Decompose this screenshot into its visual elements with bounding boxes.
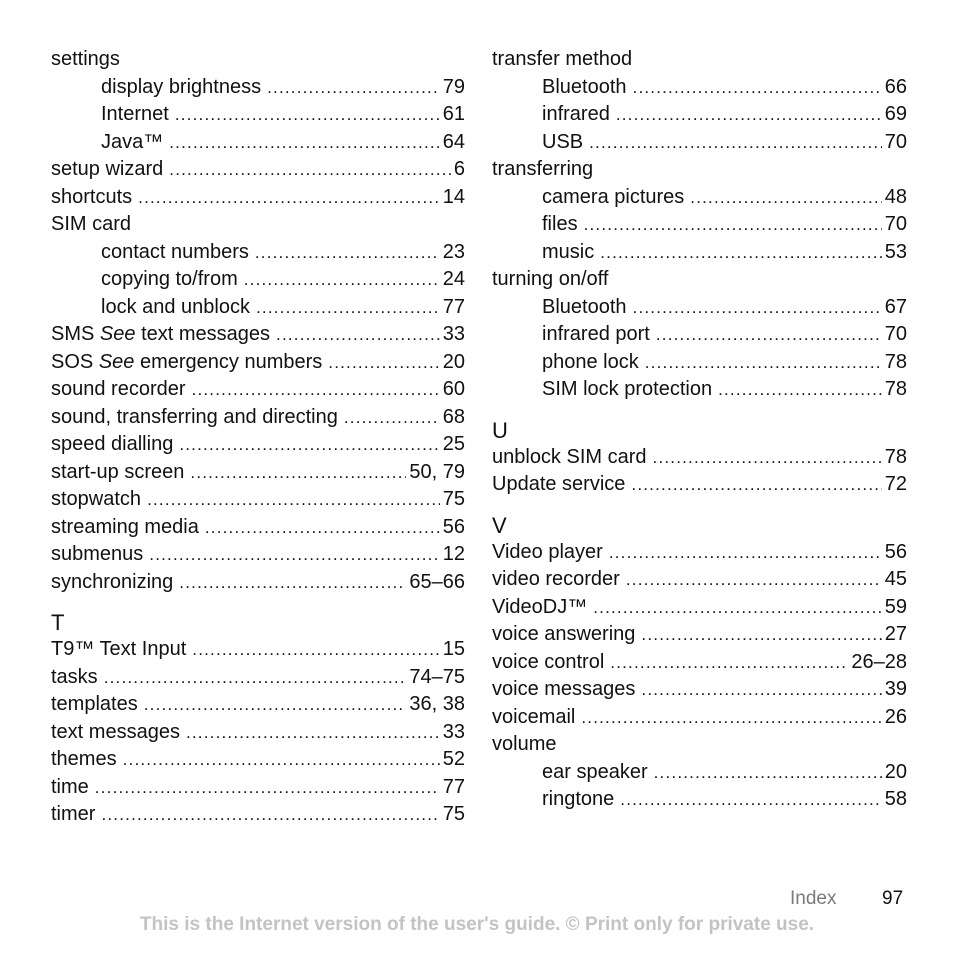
entry-term: shortcuts bbox=[51, 185, 133, 208]
page-reference: 59 bbox=[884, 595, 907, 618]
entry-term: setup wizard bbox=[51, 158, 164, 180]
index-entry bbox=[51, 569, 465, 597]
entry-text bbox=[542, 321, 650, 349]
index-entry bbox=[51, 746, 465, 774]
entry-term: timer bbox=[51, 803, 96, 825]
dot-leader bbox=[104, 664, 407, 692]
index-entry bbox=[51, 486, 465, 514]
entry-text bbox=[492, 704, 575, 732]
dot-leader bbox=[654, 759, 882, 787]
entry-text bbox=[51, 569, 173, 597]
entry-term: files bbox=[542, 213, 578, 235]
index-subentry bbox=[51, 266, 465, 294]
dot-leader bbox=[656, 321, 882, 349]
index-column-left bbox=[51, 46, 465, 829]
index-subentry bbox=[51, 239, 465, 267]
index-subentry bbox=[492, 376, 907, 404]
entry-term: text messages bbox=[51, 720, 180, 743]
dot-leader bbox=[626, 566, 882, 594]
entry-term: contact numbers bbox=[101, 240, 249, 263]
dot-leader bbox=[328, 349, 439, 377]
dot-leader bbox=[179, 431, 439, 459]
page-reference: 77 bbox=[442, 775, 465, 798]
page-reference: 25 bbox=[442, 433, 465, 455]
entry-term: sound recorder bbox=[51, 378, 186, 400]
index-subentry bbox=[492, 239, 907, 267]
index-heading: volume bbox=[492, 733, 557, 755]
dot-leader bbox=[653, 444, 882, 472]
entry-term: voice answering bbox=[492, 623, 636, 645]
index-heading: turning on/off bbox=[492, 268, 609, 290]
page-reference: 65–66 bbox=[409, 570, 465, 593]
page-reference: 26 bbox=[884, 705, 907, 728]
index-entry bbox=[51, 184, 465, 212]
page-reference: 50, 79 bbox=[409, 460, 465, 483]
dot-leader bbox=[138, 184, 440, 212]
index-entry bbox=[492, 676, 907, 704]
index-subentry bbox=[51, 294, 465, 322]
entry-text bbox=[51, 541, 143, 569]
entry-text bbox=[542, 184, 684, 212]
page-reference: 78 bbox=[884, 378, 907, 400]
page-reference: 74–75 bbox=[409, 665, 465, 688]
index-subentry bbox=[492, 349, 907, 377]
dot-leader bbox=[620, 786, 881, 814]
entry-term: infrared bbox=[542, 103, 610, 125]
see-reference: See bbox=[99, 323, 136, 345]
page-reference: 79 bbox=[442, 75, 465, 98]
page-reference: 56 bbox=[442, 515, 465, 538]
entry-term: ringtone bbox=[542, 788, 615, 810]
footer-section-label: Index bbox=[790, 888, 837, 909]
page-reference: 72 bbox=[884, 473, 907, 495]
index-entry bbox=[492, 621, 907, 649]
index-subentry bbox=[51, 74, 465, 102]
dot-leader bbox=[718, 376, 882, 404]
index-subentry bbox=[492, 294, 907, 322]
entry-term: display brightness bbox=[101, 75, 262, 98]
page-reference: 53 bbox=[884, 240, 907, 263]
entry-term: voice control bbox=[492, 650, 605, 673]
index-subentry bbox=[492, 184, 907, 212]
page-reference: 12 bbox=[442, 543, 465, 565]
page-reference: 23 bbox=[442, 240, 465, 263]
entry-text bbox=[51, 486, 141, 514]
entry-text bbox=[101, 266, 238, 294]
entry-text bbox=[542, 74, 627, 102]
index-entry bbox=[492, 594, 907, 622]
page-reference: 36, 38 bbox=[409, 693, 465, 715]
page-reference: 15 bbox=[442, 638, 465, 660]
page-reference: 70 bbox=[884, 130, 907, 153]
index-heading: transfer method bbox=[492, 48, 633, 70]
dot-leader bbox=[641, 621, 881, 649]
entry-text bbox=[492, 566, 620, 594]
index-entry bbox=[51, 801, 465, 829]
index-heading: SIM card bbox=[51, 213, 132, 235]
entry-text bbox=[492, 444, 647, 472]
page-reference: 66 bbox=[884, 75, 907, 98]
page-reference: 20 bbox=[884, 760, 907, 783]
entry-term: T9™ Text Input bbox=[51, 638, 187, 660]
dot-leader bbox=[205, 514, 440, 542]
entry-term: templates bbox=[51, 693, 138, 715]
dot-leader bbox=[175, 101, 440, 129]
entry-text bbox=[492, 649, 604, 677]
entry-term: submenus bbox=[51, 543, 144, 565]
entry-text bbox=[542, 376, 712, 404]
dot-leader bbox=[609, 539, 882, 567]
entry-text bbox=[51, 184, 132, 212]
dot-leader bbox=[616, 101, 882, 129]
page-reference: 56 bbox=[884, 540, 907, 563]
entry-term: copying to/from bbox=[101, 268, 238, 290]
index-subentry bbox=[51, 129, 465, 157]
dot-leader bbox=[641, 676, 881, 704]
index-entry bbox=[51, 541, 465, 569]
dot-leader bbox=[690, 184, 881, 212]
page-reference: 27 bbox=[884, 623, 907, 645]
entry-term: time bbox=[51, 775, 89, 798]
see-target: text messages bbox=[141, 323, 271, 345]
page-reference: 69 bbox=[884, 103, 907, 125]
see-target: emergency numbers bbox=[139, 350, 323, 373]
dot-leader bbox=[169, 129, 440, 157]
dot-leader bbox=[581, 704, 881, 732]
dot-leader bbox=[95, 774, 440, 802]
page-reference: 33 bbox=[442, 720, 465, 743]
page-reference: 75 bbox=[442, 803, 465, 825]
dot-leader bbox=[610, 649, 848, 677]
entry-term: SMS bbox=[51, 323, 95, 345]
page-reference: 24 bbox=[442, 268, 465, 290]
dot-leader bbox=[186, 719, 440, 747]
entry-term: voicemail bbox=[492, 705, 576, 728]
entry-term: lock and unblock bbox=[101, 295, 250, 318]
page-reference: 52 bbox=[442, 748, 465, 770]
page-reference: 75 bbox=[442, 488, 465, 510]
dot-leader bbox=[276, 321, 440, 349]
entry-term: Video player bbox=[492, 540, 603, 563]
page-reference: 78 bbox=[884, 445, 907, 468]
index-entry bbox=[51, 156, 465, 184]
entry-term: sound, transferring and directing bbox=[51, 405, 338, 428]
entry-term: SOS bbox=[51, 350, 94, 373]
index-entry bbox=[492, 649, 907, 677]
dot-leader bbox=[147, 486, 440, 514]
footer-page-number: 97 bbox=[882, 888, 904, 909]
entry-text bbox=[542, 294, 627, 322]
index-entry bbox=[51, 774, 465, 802]
entry-text bbox=[492, 594, 587, 622]
entry-text bbox=[101, 101, 169, 129]
index-subentry bbox=[492, 129, 907, 157]
index-entry bbox=[492, 566, 907, 594]
entry-text bbox=[492, 621, 635, 649]
entry-text bbox=[542, 786, 614, 814]
entry-text bbox=[492, 676, 635, 704]
dot-leader bbox=[633, 74, 882, 102]
entry-term: SIM lock protection bbox=[542, 378, 713, 400]
dot-leader bbox=[149, 541, 439, 569]
entry-term: music bbox=[542, 240, 595, 263]
dot-leader bbox=[600, 239, 882, 267]
entry-text bbox=[51, 514, 199, 542]
entry-term: USB bbox=[542, 130, 584, 153]
entry-term: infrared port bbox=[542, 323, 650, 345]
index-entry bbox=[51, 664, 465, 692]
entry-term: stopwatch bbox=[51, 488, 142, 510]
entry-term: Bluetooth bbox=[542, 75, 627, 98]
page-reference: 68 bbox=[442, 405, 465, 428]
index-subentry bbox=[492, 786, 907, 814]
entry-text bbox=[51, 376, 186, 404]
entry-term: camera pictures bbox=[542, 185, 685, 208]
dot-leader bbox=[267, 74, 440, 102]
index-entry bbox=[51, 691, 465, 719]
entry-text bbox=[492, 471, 625, 499]
entry-text bbox=[51, 459, 184, 487]
page-reference: 64 bbox=[442, 130, 465, 153]
see-reference: See bbox=[98, 350, 135, 373]
entry-text bbox=[542, 759, 648, 787]
dot-leader bbox=[633, 294, 882, 322]
entry-text bbox=[51, 431, 173, 459]
entry-term: start-up screen bbox=[51, 460, 185, 483]
dot-leader bbox=[255, 239, 440, 267]
entry-term: themes bbox=[51, 748, 117, 770]
index-entry bbox=[51, 321, 465, 349]
entry-term: phone lock bbox=[542, 350, 639, 373]
index-subentry bbox=[51, 101, 465, 129]
page-reference: 6 bbox=[453, 158, 465, 180]
entry-text bbox=[51, 349, 322, 377]
index-column-right bbox=[492, 46, 907, 814]
entry-term: Internet bbox=[101, 103, 169, 125]
page-reference: 33 bbox=[442, 323, 465, 345]
page-reference: 26–28 bbox=[851, 650, 907, 673]
index-entry bbox=[51, 719, 465, 747]
index-subentry bbox=[492, 211, 907, 239]
dot-leader bbox=[631, 471, 881, 499]
index-entry bbox=[492, 444, 907, 472]
entry-term: VideoDJ™ bbox=[492, 595, 588, 618]
dot-leader bbox=[190, 459, 406, 487]
page-reference: 78 bbox=[884, 350, 907, 373]
index-subentry bbox=[492, 74, 907, 102]
index-entry bbox=[492, 539, 907, 567]
footer-notice: This is the Internet version of the user's guide. © Print only for private use. bbox=[139, 914, 815, 935]
index-section-letter: U bbox=[492, 417, 508, 443]
dot-leader bbox=[179, 569, 406, 597]
entry-term: synchronizing bbox=[51, 570, 174, 593]
entry-term: speed dialling bbox=[51, 433, 174, 455]
entry-text bbox=[101, 74, 261, 102]
dot-leader bbox=[593, 594, 882, 622]
dot-leader bbox=[244, 266, 440, 294]
page-reference: 20 bbox=[442, 350, 465, 373]
index-entry bbox=[492, 471, 907, 499]
entry-text bbox=[51, 719, 180, 747]
page-reference: 58 bbox=[884, 788, 907, 810]
index-entry bbox=[492, 704, 907, 732]
index-subentry bbox=[492, 321, 907, 349]
dot-leader bbox=[589, 129, 882, 157]
page-reference: 70 bbox=[884, 213, 907, 235]
index-section-letter: T bbox=[51, 610, 65, 635]
entry-text bbox=[101, 129, 163, 157]
entry-term: unblock SIM card bbox=[492, 445, 647, 468]
index-section-letter: V bbox=[492, 512, 507, 538]
entry-text bbox=[51, 801, 95, 829]
entry-term: Bluetooth bbox=[542, 295, 627, 318]
entry-text bbox=[51, 746, 117, 774]
page-reference: 48 bbox=[884, 185, 907, 208]
entry-text bbox=[101, 294, 250, 322]
dot-leader bbox=[584, 211, 882, 239]
entry-text bbox=[51, 774, 89, 802]
page-reference: 77 bbox=[442, 295, 465, 318]
entry-text bbox=[51, 691, 138, 719]
entry-text bbox=[51, 404, 338, 432]
index-subentry bbox=[492, 101, 907, 129]
entry-text bbox=[542, 239, 594, 267]
entry-term: Update service bbox=[492, 473, 626, 495]
entry-text bbox=[51, 156, 163, 184]
index-entry bbox=[51, 349, 465, 377]
dot-leader bbox=[123, 746, 440, 774]
index-heading: transferring bbox=[492, 158, 594, 180]
dot-leader bbox=[256, 294, 440, 322]
dot-leader bbox=[169, 156, 451, 184]
entry-term: Java™ bbox=[101, 130, 164, 153]
entry-text bbox=[101, 239, 249, 267]
dot-leader bbox=[144, 691, 407, 719]
entry-text bbox=[542, 211, 578, 239]
entry-text bbox=[542, 349, 639, 377]
page-reference: 14 bbox=[442, 185, 465, 208]
index-heading: settings bbox=[51, 48, 120, 70]
entry-text bbox=[51, 321, 270, 349]
dot-leader bbox=[645, 349, 882, 377]
entry-text bbox=[51, 636, 186, 664]
index-entry bbox=[51, 636, 465, 664]
entry-term: video recorder bbox=[492, 568, 620, 590]
entry-term: tasks bbox=[51, 665, 98, 688]
index-entry bbox=[51, 431, 465, 459]
index-entry bbox=[51, 514, 465, 542]
page-reference: 45 bbox=[884, 568, 907, 590]
index-entry bbox=[51, 376, 465, 404]
index-entry bbox=[51, 459, 465, 487]
dot-leader bbox=[192, 376, 440, 404]
page-reference: 39 bbox=[884, 678, 907, 700]
entry-term: voice messages bbox=[492, 678, 636, 700]
entry-text bbox=[542, 129, 583, 157]
dot-leader bbox=[192, 636, 439, 664]
index-subentry bbox=[492, 759, 907, 787]
entry-text bbox=[492, 539, 603, 567]
page-reference: 70 bbox=[884, 323, 907, 345]
page-reference: 67 bbox=[884, 295, 907, 318]
index-entry bbox=[51, 404, 465, 432]
entry-term: ear speaker bbox=[542, 760, 648, 783]
entry-text bbox=[542, 101, 610, 129]
dot-leader bbox=[344, 404, 440, 432]
entry-term: streaming media bbox=[51, 515, 199, 538]
page-reference: 60 bbox=[442, 378, 465, 400]
page-reference: 61 bbox=[442, 103, 465, 125]
dot-leader bbox=[101, 801, 439, 829]
entry-text bbox=[51, 664, 98, 692]
